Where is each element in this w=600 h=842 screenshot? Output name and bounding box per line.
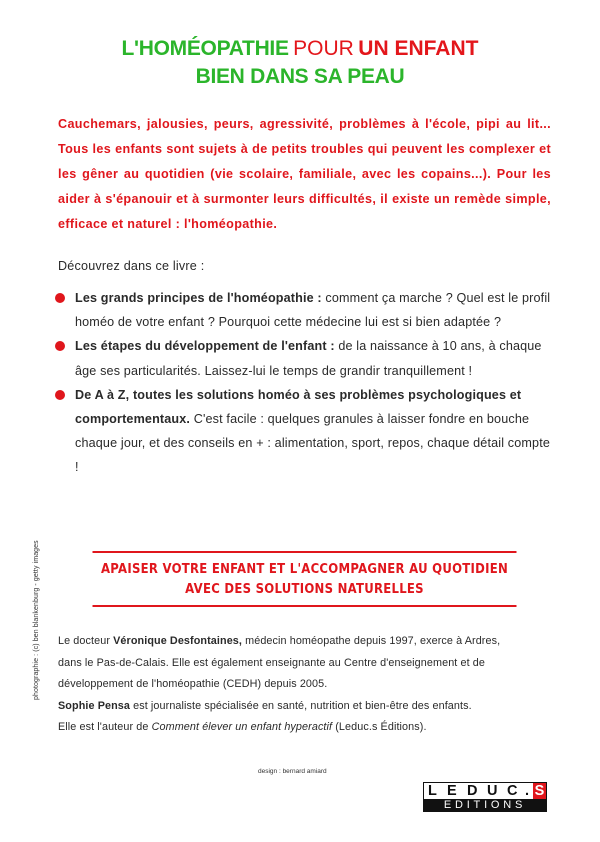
list-item <box>52 286 552 334</box>
bio-line <box>58 696 558 718</box>
logo-letter: C <box>507 783 518 799</box>
bullet-text: comment ça marche ? Quel est le profil homéo de votre enfant ? Pourquoi cette médecine lui est si bien adaptée ? <box>75 291 551 330</box>
logo-letter: L <box>428 783 437 799</box>
title-line-2: BIEN DANS SA PEAU <box>195 65 405 88</box>
list-item <box>52 383 552 480</box>
bullet-dot-icon <box>55 341 65 351</box>
title-homeopathie: L'HOMÉOPATHIE <box>121 37 289 60</box>
bio-line <box>58 631 558 653</box>
discover-heading: Découvrez dans ce livre : <box>58 259 205 273</box>
bio-line: développement de l'homéopathie (CEDH) depuis 2005. <box>58 678 328 690</box>
logo-wordmark <box>424 783 546 799</box>
tagline-line-1: APAISER VOTRE ENFANT ET L'ACCOMPAGNER AU QUOTIDIEN <box>100 561 508 577</box>
bullet-dot-icon <box>55 293 65 303</box>
bio-line: dans le Pas-de-Calais. Elle est également enseignante au Centre d'enseignement et de <box>58 656 486 669</box>
book-title <box>0 36 600 90</box>
logo-editions: EDITIONS <box>424 799 546 811</box>
bio-text: médecin homéopathe depuis 1997, exerce à Ardres, <box>242 635 501 647</box>
design-credit: design : bernard amiard <box>258 768 327 775</box>
logo-letter: . <box>525 783 530 799</box>
author-name-1: Véronique Desfontaines, <box>113 635 243 647</box>
bio-text: Elle est l'auteur de <box>58 721 152 733</box>
title-pour: POUR <box>293 37 354 60</box>
feature-list <box>52 286 552 480</box>
bullet-dot-icon <box>55 390 65 400</box>
logo-letter: E <box>447 783 457 799</box>
author-name-2: Sophie Pensa <box>58 699 131 712</box>
logo-letter: U <box>487 783 498 799</box>
bullet-text: de la naissance à 10 ans, à chaque âge ses particularités. Laissez-lui le temps de grandir tranquillement ! <box>75 339 542 378</box>
publisher-logo <box>423 782 547 812</box>
tagline-line-2: AVEC DES SOLUTIONS NATURELLES <box>185 581 424 597</box>
bio-text: Le docteur <box>58 635 114 647</box>
logo-s-box: S <box>534 783 545 799</box>
tagline-banner <box>93 551 517 607</box>
bio-text: (Leduc.s Éditions). <box>332 721 427 733</box>
book-reference: Comment élever un enfant hyperactif <box>151 721 333 733</box>
author-bio <box>58 631 558 739</box>
bullet-heading: De A à Z, toutes les solutions homéo à ses problèmes psychologiques et comportementaux. <box>75 387 522 427</box>
logo-letter: D <box>467 783 478 799</box>
title-un-enfant: UN ENFANT <box>358 37 479 60</box>
bullet-text: C'est facile : quelques granules à laisser fondre en bouche chaque jour, et des conseils en + : alimentation, sport, repos, chaque détail compte ! <box>75 412 551 475</box>
intro-paragraph: Cauchemars, jalousies, peurs, agressivité, problèmes à l'école, pipi au lit... Tous les enfants sont sujets à de petits troubles qui peuvent les complexer et les gêner au quotidien (vie scolaire, familiale, avec les copains...). Pour les aider à s'épanouir et à surmonter leurs difficultés, il existe un remède simple, efficace et naturel : l'homéopathie. <box>58 117 551 231</box>
bullet-heading: Les étapes du développement de l'enfant : <box>75 339 335 354</box>
photo-credit: photographie : (c) ben blankenburg - getty images <box>33 540 40 700</box>
title-line-1 <box>0 36 600 64</box>
bio-line <box>58 717 558 739</box>
bio-text: est journaliste spécialisée en santé, nutrition et bien-être des enfants. <box>130 699 472 712</box>
bullet-heading: Les grands principes de l'homéopathie : <box>75 291 322 305</box>
list-item <box>52 334 552 382</box>
